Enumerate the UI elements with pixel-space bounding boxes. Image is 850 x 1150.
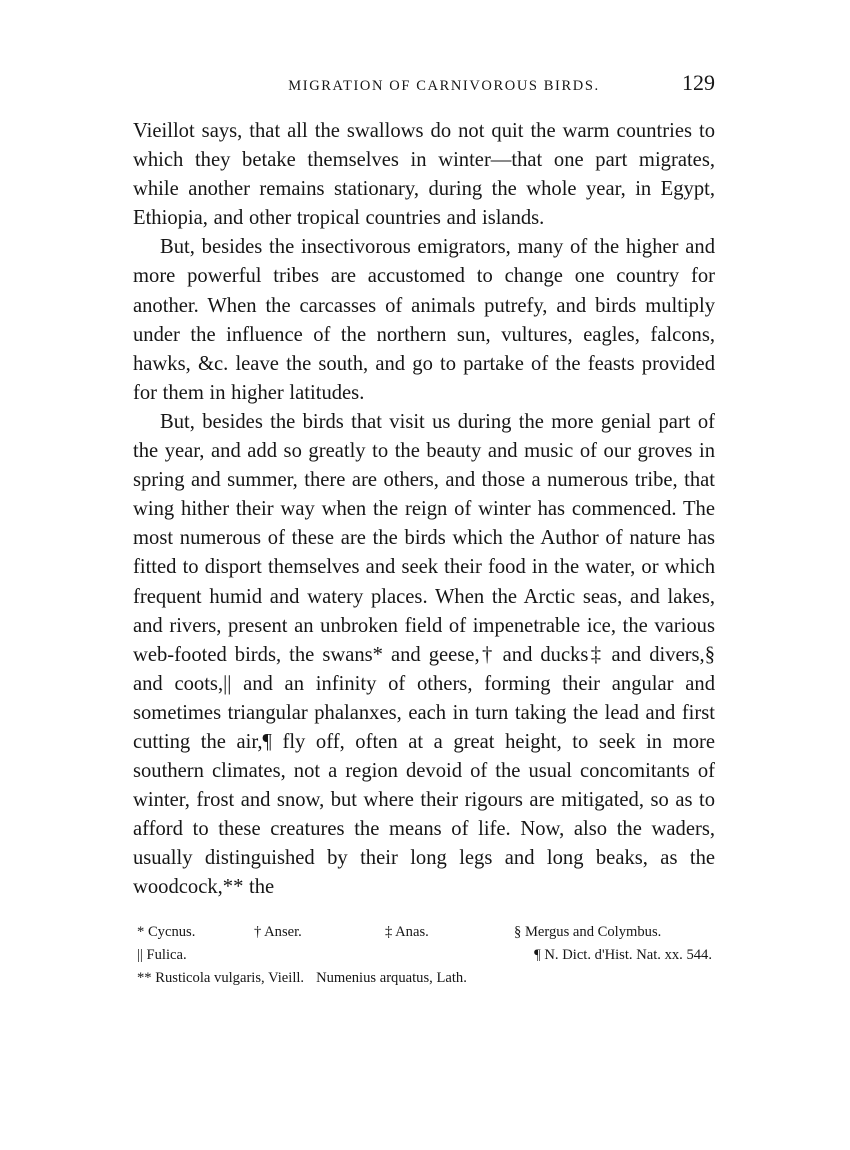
paragraph-2: But, besides the insectivorous emigrators, many of the higher and more powerful tribes are accustomed to change one country for another. When the carcasses of animals putrefy, and birds multiply under the influence of the northern sun, vultures, eagles, falcons, hawks, &c. leave the south, and go to partake of the feasts provided for them in higher latitudes. [133, 236, 715, 404]
footnote-row [133, 944, 715, 967]
footnote-dict-hist-nat: ¶ N. Dict. d'Hist. Nat. xx. 544. [534, 946, 712, 963]
paragraph-1: Vieillot says, that all the swallows do not quit the warm countries to which they betake themselves in winter—that one part migrates, while another remains stationary, during the whole year, in Egypt, Ethiopia, and other tropical countries and islands. [133, 120, 715, 230]
book-page [133, 62, 715, 990]
footnote-row [133, 967, 715, 990]
paragraph-3: But, besides the birds that visit us during the more genial part of the year, and add so greatly to the beauty and music of our groves in spring and summer, there are others, and those a numerous tribe, that wing hither their way when the reign of winter has commenced. The most numerous of these are the birds which the Author of nature has fitted to disport themselves and seek their food in the water, or which frequent humid and watery places. When the Arctic seas, and lakes, and rivers, present an unbroken field of impenetrable ice, the various web-footed birds, the swans* and geese,† and ducks‡ and divers,§ and coots,|| and an infinity of others, forming their angular and sometimes triangular phalanxes, each in turn taking the lead and first cutting the air,¶ fly off, often at a great height, to seek in more southern climates, not a region devoid of the usual concomitants of winter, frost and snow, but where their rigours are mitigated, so as to afford to these creatures the means of life. Now, also the waders, usually distinguished by their long legs and long beaks, as the woodcock,** the [133, 410, 715, 899]
body-text [133, 117, 715, 903]
footnote-mergus: § Mergus and Colymbus. [514, 923, 662, 940]
footnotes [133, 921, 715, 990]
footnote-row [133, 921, 715, 944]
footnote-numenius: Numenius arquatus, Lath. [316, 969, 467, 986]
footnote-rusticola: ** Rusticola vulgaris, Vieill. [137, 969, 305, 986]
footnote-anser: † Anser. [254, 923, 302, 940]
footnote-anas: ‡ Anas. [385, 923, 429, 940]
running-head [133, 62, 715, 102]
footnote-cycnus: * Cycnus. [137, 923, 196, 940]
running-title: MIGRATION OF CARNIVOROUS BIRDS. [288, 78, 600, 94]
footnote-fulica: || Fulica. [137, 946, 187, 963]
page-number: 129 [682, 70, 715, 95]
